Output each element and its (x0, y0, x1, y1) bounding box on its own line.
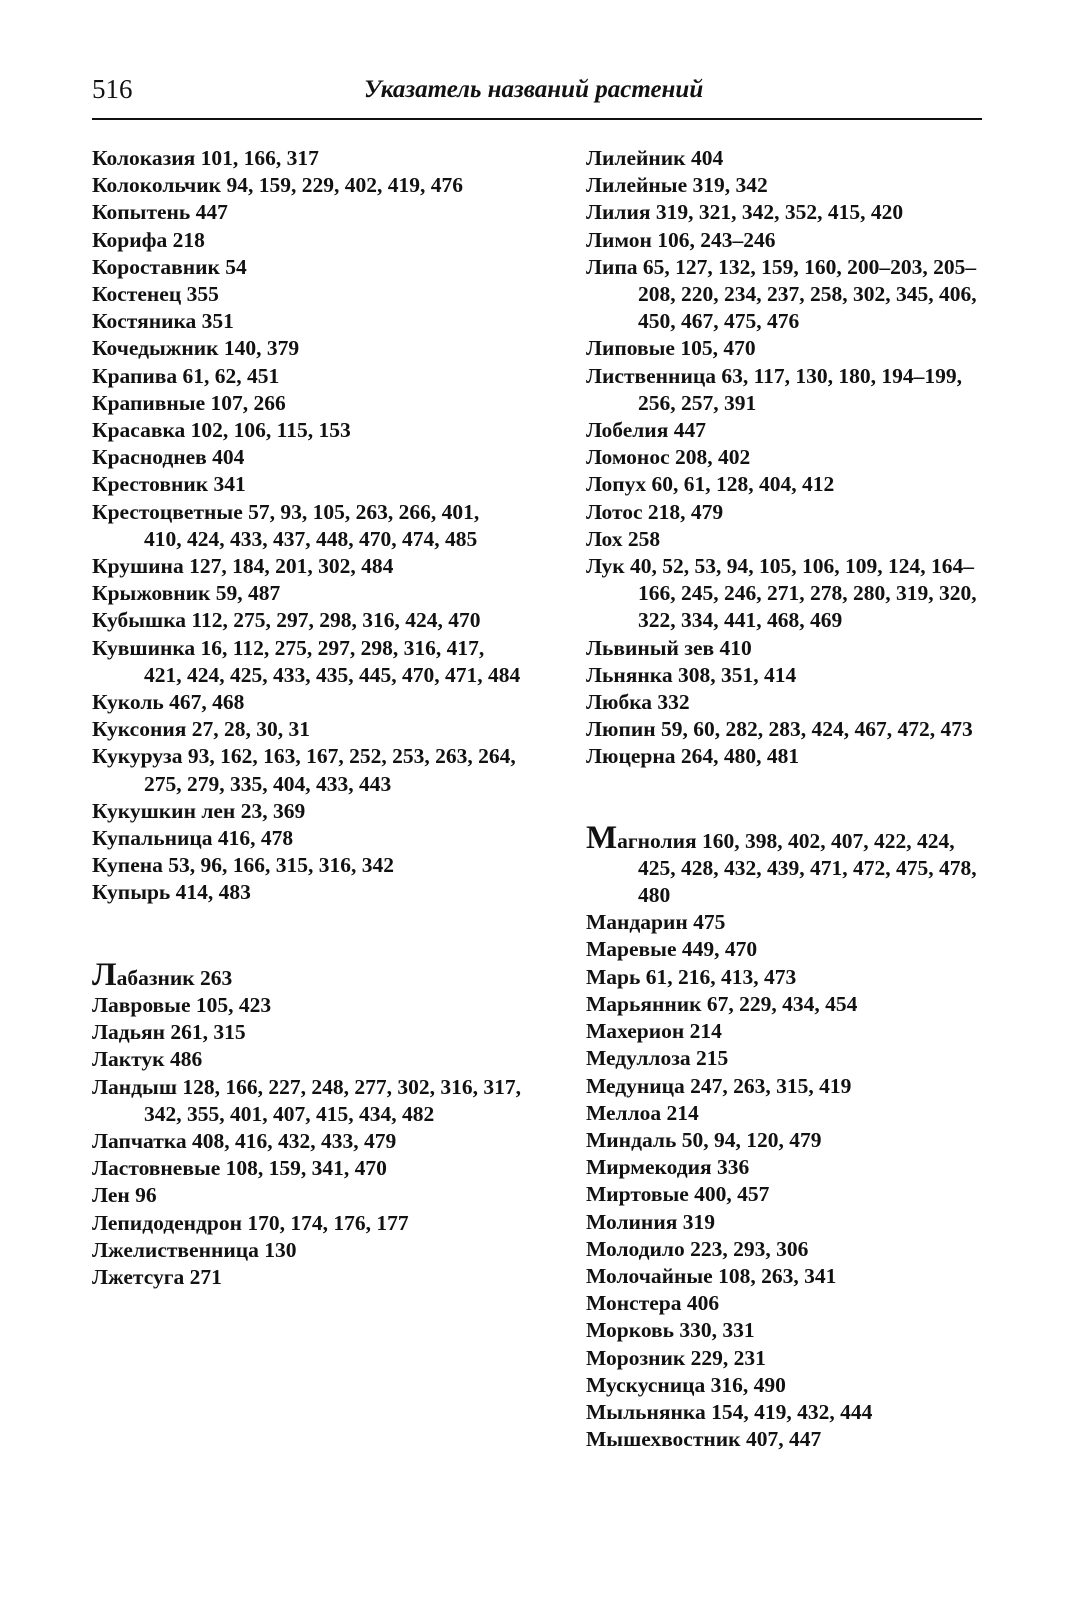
index-entry: Мышехвостник 407, 447 (586, 1427, 822, 1452)
index-entry: Куксония 27, 28, 30, 31 (92, 717, 310, 742)
index-entry: Лен 96 (92, 1183, 157, 1208)
index-entry: Кувшинка 16, 112, 275, 297, 298, 316, 417, 421, 424, 425, 433, 435, 445, 470, 471, 484 (92, 635, 521, 687)
right-column (586, 145, 986, 1453)
l-section-continued (586, 145, 986, 771)
drop-initial: Л (92, 956, 117, 993)
index-entry: Колокольчик 94, 159, 229, 402, 419, 476 (92, 173, 463, 198)
index-entry: Марьянник 67, 229, 434, 454 (586, 991, 858, 1016)
index-entry: Куколь 467, 468 (92, 690, 245, 715)
entry-text: агнолия 160, 398, 402, 407, 422, 424, 425, 428, 432, 439, 471, 472, 475, 478, 480 (617, 828, 977, 908)
index-entry: Лук 40, 52, 53, 94, 105, 106, 109, 124, 164–166, 245, 246, 271, 278, 280, 319, 320, 322, 334, 441, 468, 469 (586, 554, 977, 633)
index-entry: Ломонос 208, 402 (586, 445, 751, 470)
index-entry: Миндаль 50, 94, 120, 479 (586, 1127, 822, 1152)
index-entry: Красноднев 404 (92, 445, 245, 470)
index-entry: Махерион 214 (586, 1019, 722, 1044)
index-entry: Лимон 106, 243–246 (586, 227, 776, 252)
page-header (92, 70, 982, 120)
index-entry: Мандарин 475 (586, 910, 726, 935)
index-entry: Лотос 218, 479 (586, 499, 724, 524)
index-entry: Лапчатка 408, 416, 432, 433, 479 (92, 1128, 397, 1153)
index-entry: Мыльнянка 154, 419, 432, 444 (586, 1399, 873, 1424)
index-entry: Кукушкин лен 23, 369 (92, 798, 306, 823)
section-gap (586, 771, 986, 825)
page-number: 516 (92, 74, 133, 104)
index-entry: Львиный зев 410 (586, 635, 752, 660)
index-entry: Купальница 416, 478 (92, 826, 294, 851)
index-entry: Крестовник 341 (92, 472, 246, 497)
index-entry: Липа 65, 127, 132, 159, 160, 200–203, 205–208, 220, 234, 237, 258, 302, 345, 406, 450, 467, 475, 476 (586, 254, 977, 334)
index-entry: Крапива 61, 62, 451 (92, 363, 280, 388)
index-entry: Морковь 330, 331 (586, 1318, 755, 1343)
index-entry: Любка 332 (586, 690, 690, 715)
index-entry: Люпин 59, 60, 282, 283, 424, 467, 472, 473 (586, 717, 973, 742)
index-entry: Крушина 127, 184, 201, 302, 484 (92, 554, 394, 579)
index-entry: Кукуруза 93, 162, 163, 167, 252, 253, 263, 264, 275, 279, 335, 404, 433, 443 (92, 744, 516, 796)
section-gap (92, 907, 522, 962)
index-entry: Костяника 351 (92, 309, 234, 334)
index-entry: Купена 53, 96, 166, 315, 316, 342 (92, 853, 394, 878)
index-entry: Купырь 414, 483 (92, 880, 251, 905)
index-entry: Лжетсуга 271 (92, 1264, 222, 1289)
index-entry: Лжелиственница 130 (92, 1237, 297, 1262)
index-entry: Лилия 319, 321, 342, 352, 415, 420 (586, 200, 904, 225)
index-entry: Лактук 486 (92, 1047, 203, 1072)
index-entry: Лилейник 404 (586, 146, 724, 170)
index-entry: Ластовневые 108, 159, 341, 470 (92, 1156, 387, 1181)
running-title: Указатель названий растений (364, 76, 704, 103)
entry-text: абазник 263 (116, 965, 233, 990)
index-entry: Лилейные 319, 342 (586, 173, 768, 198)
index-entry-section-start (586, 819, 986, 910)
index-entry: Кубышка 112, 275, 297, 298, 316, 424, 470 (92, 608, 481, 633)
index-entry: Корифа 218 (92, 227, 205, 252)
index-entry: Ландыш 128, 166, 227, 248, 277, 302, 316, 317, 342, 355, 401, 407, 415, 434, 482 (92, 1074, 521, 1126)
index-entry: Морозник 229, 231 (586, 1345, 766, 1370)
index-entry: Лепидодендрон 170, 174, 176, 177 (92, 1210, 409, 1235)
index-entry: Красавка 102, 106, 115, 153 (92, 418, 351, 443)
left-column (92, 145, 522, 1291)
index-entry: Крапивные 107, 266 (92, 390, 286, 415)
index-entry: Колоказия 101, 166, 317 (92, 146, 319, 170)
index-entry: Молочайные 108, 263, 341 (586, 1263, 837, 1288)
index-entry: Лиственница 63, 117, 130, 180, 194–199, 256, 257, 391 (586, 363, 963, 415)
index-entry: Монстера 406 (586, 1291, 720, 1316)
index-entry: Маревые 449, 470 (586, 937, 758, 962)
index-entry: Лопух 60, 61, 128, 404, 412 (586, 472, 835, 497)
k-section (92, 145, 522, 907)
index-entry: Медуллоза 215 (586, 1046, 729, 1071)
index-entry: Лобелия 447 (586, 418, 706, 443)
index-entry: Молиния 319 (586, 1209, 715, 1234)
index-entry: Льнянка 308, 351, 414 (586, 662, 797, 687)
index-entry: Миртовые 400, 457 (586, 1182, 770, 1207)
index-entry: Лавровые 105, 423 (92, 992, 272, 1017)
index-entry-section-start (92, 956, 522, 993)
index-entry: Крестоцветные 57, 93, 105, 263, 266, 401, 410, 424, 433, 437, 448, 470, 474, 485 (92, 499, 480, 551)
index-entry: Короставник 54 (92, 254, 247, 279)
index-entry: Копытень 447 (92, 200, 228, 225)
index-entry: Молодило 223, 293, 306 (586, 1236, 809, 1261)
index-entry: Ладьян 261, 315 (92, 1020, 246, 1045)
index-entry: Меллоа 214 (586, 1100, 699, 1125)
index-entry: Люцерна 264, 480, 481 (586, 744, 800, 769)
index-entry: Лох 258 (586, 526, 661, 551)
index-entry: Костенец 355 (92, 282, 219, 307)
index-entry: Мирмекодия 336 (586, 1155, 750, 1180)
index-entry: Липовые 105, 470 (586, 336, 756, 361)
index-entry: Медуница 247, 263, 315, 419 (586, 1073, 852, 1098)
drop-initial: М (586, 819, 618, 856)
m-section (586, 819, 986, 1454)
l-section (92, 956, 522, 1291)
index-entry: Марь 61, 216, 413, 473 (586, 964, 797, 989)
index-entry: Кочедыжник 140, 379 (92, 336, 300, 361)
index-entry: Крыжовник 59, 487 (92, 581, 281, 606)
index-entry: Мускусница 316, 490 (586, 1372, 786, 1397)
